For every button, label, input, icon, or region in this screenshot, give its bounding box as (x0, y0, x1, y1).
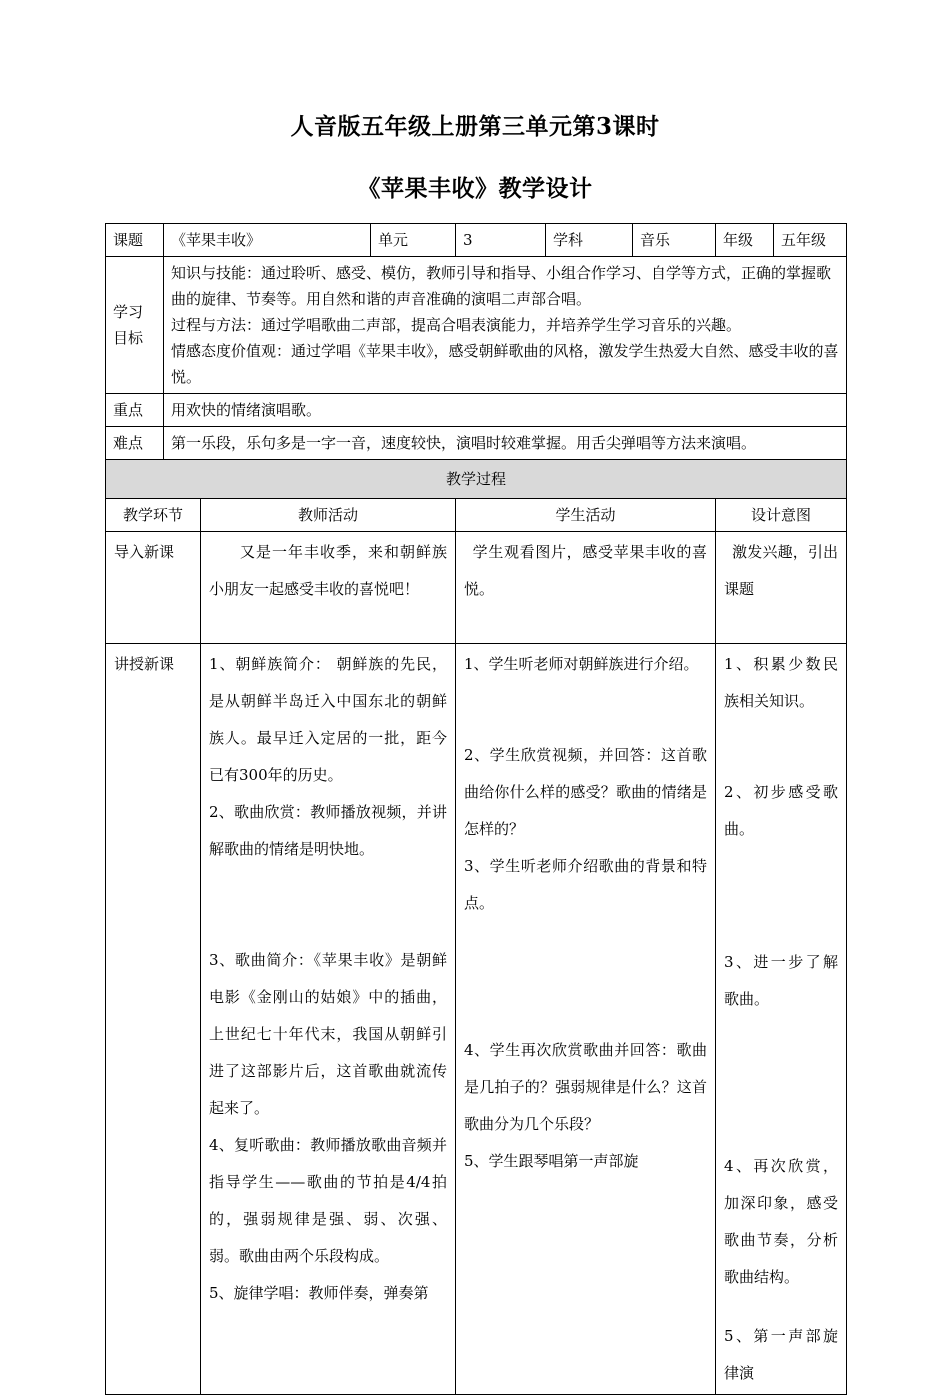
unit-label: 单元 (371, 224, 456, 257)
info-row (106, 224, 847, 257)
intent-step-3: 3、进一步了解歌曲。 (724, 953, 839, 1008)
process-header: 教学过程 (106, 460, 847, 499)
goal-emotion: 情感态度价值观：通过学唱《苹果丰收》，感受朝鲜歌曲的风格，激发学生热爱大自然、感受丰收的喜悦。 (171, 342, 839, 386)
spacer (724, 1296, 838, 1318)
intro-student (456, 532, 716, 644)
lecture-stage: 讲授新课 (106, 644, 201, 1395)
unit-value: 3 (456, 224, 546, 257)
intro-teacher-text: 又是一年丰收季，来和朝鲜族小朋友一起感受丰收的喜悦吧！ (209, 543, 448, 598)
teacher-step-5: 5、旋律学唱：教师伴奏，弹奏第 (209, 1284, 429, 1302)
student-step-5: 5、学生跟琴唱第一声部旋 (464, 1152, 639, 1170)
key-point-row (106, 394, 847, 427)
topic-label: 课题 (106, 224, 164, 257)
difficulty-label: 难点 (106, 427, 164, 460)
goals-label: 学习目标 (106, 257, 164, 394)
grade-label: 年级 (716, 224, 774, 257)
spacer (724, 848, 838, 944)
difficulty-value: 第一乐段，乐句多是一字一音，速度较快，演唱时较难掌握。用舌尖弹唱等方法来演唱。 (164, 427, 847, 460)
document-subtitle: 《苹果丰收》教学设计 (357, 175, 593, 202)
col-intent: 设计意图 (716, 499, 847, 532)
process-header-row (106, 460, 847, 499)
subject-label: 学科 (546, 224, 633, 257)
spacer (724, 1018, 838, 1148)
teacher-step-3: 3、歌曲简介：《苹果丰收》是朝鲜电影《金刚山的姑娘》中的插曲，上世纪七十年代末，我国从朝鲜引进了这部影片后，这首歌曲就流传起来了。 (209, 951, 448, 1117)
lecture-row (106, 644, 847, 1395)
student-step-1: 1、学生听老师对朝鲜族进行介绍。 (464, 655, 699, 673)
key-point-label: 重点 (106, 394, 164, 427)
intro-intent (716, 532, 847, 644)
intro-stage: 导入新课 (106, 532, 201, 644)
topic-value: 《苹果丰收》 (164, 224, 371, 257)
teacher-step-2: 2、歌曲欣赏：教师播放视频，并讲解歌曲的情绪是明快地。 (209, 803, 448, 858)
teacher-step-1: 1、朝鲜族简介： 朝鲜族的先民，是从朝鲜半岛迁入中国东北的朝鲜族人。最早迁入定居的一批，距今已有300年的历史。 (209, 655, 448, 784)
spacer (464, 922, 707, 1032)
intent-step-5: 5、第一声部旋律演 (724, 1327, 839, 1382)
student-step-4: 4、学生再次欣赏歌曲并回答：歌曲是几拍子的？强弱规律是什么？这首歌曲分为几个乐段？ (464, 1041, 708, 1133)
col-teacher: 教师活动 (201, 499, 456, 532)
intro-intent-text: 激发兴趣，引出课题 (724, 543, 839, 598)
spacer (464, 683, 707, 737)
key-point-value: 用欢快的情绪演唱歌。 (164, 394, 847, 427)
student-step-3: 3、学生听老师介绍歌曲的背景和特点。 (464, 857, 708, 912)
grade-value: 五年级 (774, 224, 847, 257)
intent-step-4: 4、再次欣赏，加深印象，感受歌曲节奏，分析歌曲结构。 (724, 1157, 839, 1286)
intro-row (106, 532, 847, 644)
intro-student-text: 学生观看图片，感受苹果丰收的喜悦。 (464, 543, 708, 598)
lecture-student (456, 644, 716, 1395)
document-title: 人音版五年级上册第三单元第3课时 (290, 113, 660, 140)
lesson-plan-table (105, 223, 847, 1395)
intent-step-2: 2、初步感受歌曲。 (724, 783, 839, 838)
lecture-intent (716, 644, 847, 1395)
lecture-teacher (201, 644, 456, 1395)
intent-step-1: 1、积累少数民族相关知识。 (724, 655, 839, 710)
process-columns-row (106, 499, 847, 532)
spacer (724, 720, 838, 774)
col-stage: 教学环节 (106, 499, 201, 532)
goals-row (106, 257, 847, 394)
intro-teacher (201, 532, 456, 644)
col-student: 学生活动 (456, 499, 716, 532)
goals-content (164, 257, 847, 394)
subject-value: 音乐 (633, 224, 716, 257)
difficulty-row (106, 427, 847, 460)
goal-knowledge: 知识与技能：通过聆听、感受、模仿，教师引导和指导、小组合作学习、自学等方式，正确的掌握歌曲的旋律、节奏等。用自然和谐的声音准确的演唱二声部合唱。 (171, 264, 832, 308)
goal-process: 过程与方法：通过学唱歌曲二声部，提高合唱表演能力，并培养学生学习音乐的兴趣。 (171, 316, 742, 334)
student-step-2: 2、学生欣赏视频，并回答：这首歌曲给你什么样的感受？歌曲的情绪是怎样的？ (464, 746, 708, 838)
spacer (209, 868, 447, 942)
teacher-step-4: 4、复听歌曲：教师播放歌曲音频并指导学生——歌曲的节拍是4/4拍的，强弱规律是强、弱、次强、弱。歌曲由两个乐段构成。 (209, 1136, 448, 1265)
